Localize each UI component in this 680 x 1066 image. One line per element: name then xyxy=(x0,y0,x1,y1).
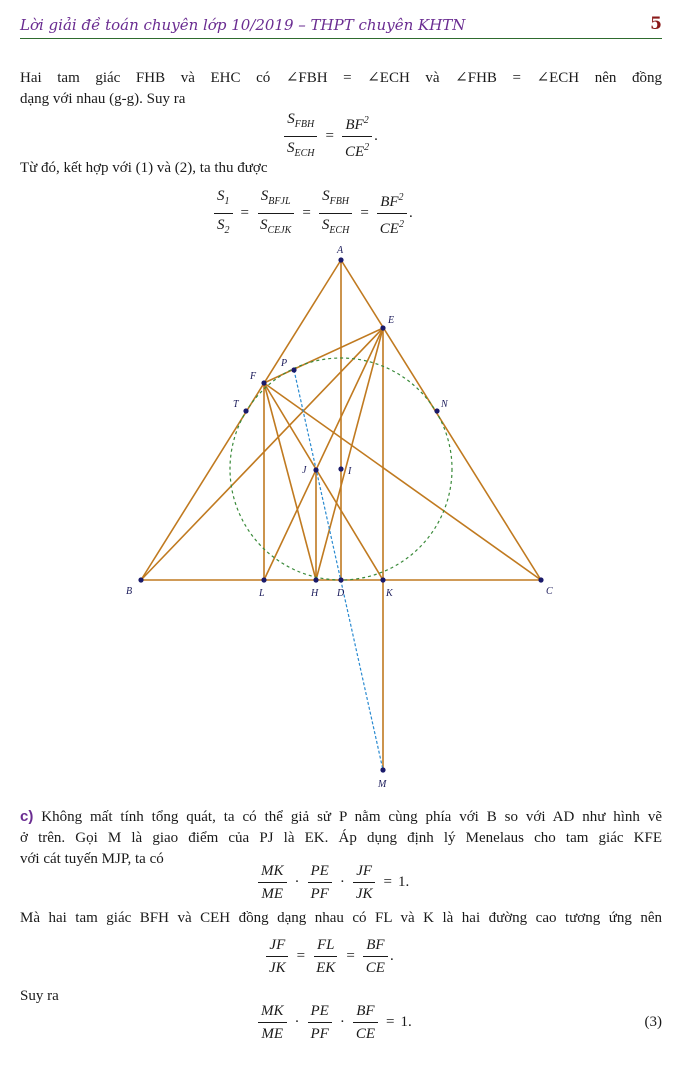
paragraph-3-line-2: ở trên. Gọi M là giao điểm của PJ là EK. Áp dụng định lý Menelaus cho tam giác KFE xyxy=(20,830,662,846)
equation-2: $\frac{S_1}{S_2}$ = $\frac{S_{BFJL}}{S_{CEJK}}$ = $\frac{S_{FBH}}{S_{ECH}}$ = $\frac{BF^2}{CE^2}$ . xyxy=(212,187,413,240)
label-N: N xyxy=(441,399,448,410)
segment-EH xyxy=(316,328,383,580)
point-M xyxy=(380,767,385,772)
paragraph-3-line-3: với cát tuyến MJP, ta có xyxy=(20,851,164,867)
paragraph-5: Suy ra xyxy=(20,988,59,1004)
point-A xyxy=(338,257,343,262)
point-B xyxy=(138,577,143,582)
label-D: D xyxy=(337,588,345,599)
equation-3: $\frac{MK}{ME}$ · $\frac{PE}{PF}$ · $\frac{JF}{JK}$ = 1. xyxy=(256,862,409,903)
paragraph-3 xyxy=(20,806,662,870)
dashed-line-PM xyxy=(294,370,383,770)
label-H: H xyxy=(311,588,319,599)
label-J: J xyxy=(302,465,307,476)
label-B: B xyxy=(126,586,133,597)
label-F: F xyxy=(250,371,257,382)
label-E: E xyxy=(388,315,395,326)
point-E xyxy=(380,325,385,330)
label-I: I xyxy=(348,466,352,477)
point-H xyxy=(313,577,318,582)
point-F xyxy=(261,380,266,385)
label-K: K xyxy=(386,588,393,599)
label-P: P xyxy=(281,358,288,369)
segment-BE xyxy=(141,328,383,580)
equation-number: (3) xyxy=(644,1014,662,1030)
point-L xyxy=(261,577,266,582)
point-D xyxy=(338,577,343,582)
segment-CF xyxy=(264,383,541,580)
label-A: A xyxy=(337,245,344,256)
point-I xyxy=(338,466,343,471)
point-N xyxy=(434,408,439,413)
paragraph-1-line-2: dạng với nhau (g-g). Suy ra xyxy=(20,91,186,107)
segment-AC xyxy=(341,260,541,580)
equation-1: $\frac{S_{FBH}}{S_{ECH}}$ = $\frac{BF^2}{CE^2}$ . xyxy=(282,110,378,163)
label-T: T xyxy=(233,399,239,410)
point-P xyxy=(291,367,296,372)
label-C: C xyxy=(546,586,553,597)
point-J xyxy=(313,467,318,472)
equation-5: $\frac{MK}{ME}$ · $\frac{PE}{PF}$ · $\frac{BF}{CE}$ = 1. xyxy=(256,1002,412,1043)
running-title: Lời giải đề toán chuyên lớp 10/2019 – THPT chuyên KHTN xyxy=(20,16,466,34)
label-M: M xyxy=(378,779,387,790)
point-K xyxy=(380,577,385,582)
segment-FH xyxy=(264,383,316,580)
paragraph-2: Từ đó, kết hợp với (1) và (2), ta thu được xyxy=(20,160,268,176)
paragraph-4: Mà hai tam giác BFH và CEH đồng dạng nhau có FL và K là hai đường cao tương ứng nên xyxy=(20,910,662,926)
equation-4: $\frac{JF}{JK}$ = $\frac{FL}{EK}$ = $\frac{BF}{CE}$ . xyxy=(264,936,394,977)
part-c-label: c) xyxy=(20,808,34,825)
paragraph-1-line-1: Hai tam giác FHB và EHC có ∠FBH = ∠ECH và ∠FHB = ∠ECH nên đồng xyxy=(20,70,662,86)
point-C xyxy=(538,577,543,582)
page-number: 5 xyxy=(650,14,662,34)
paragraph-3-line-1: Không mất tính tổng quát, ta có thể giả sử P nằm cùng phía với B so với AD như hình vẽ xyxy=(41,809,662,825)
label-L: L xyxy=(259,588,265,599)
point-T xyxy=(243,408,248,413)
